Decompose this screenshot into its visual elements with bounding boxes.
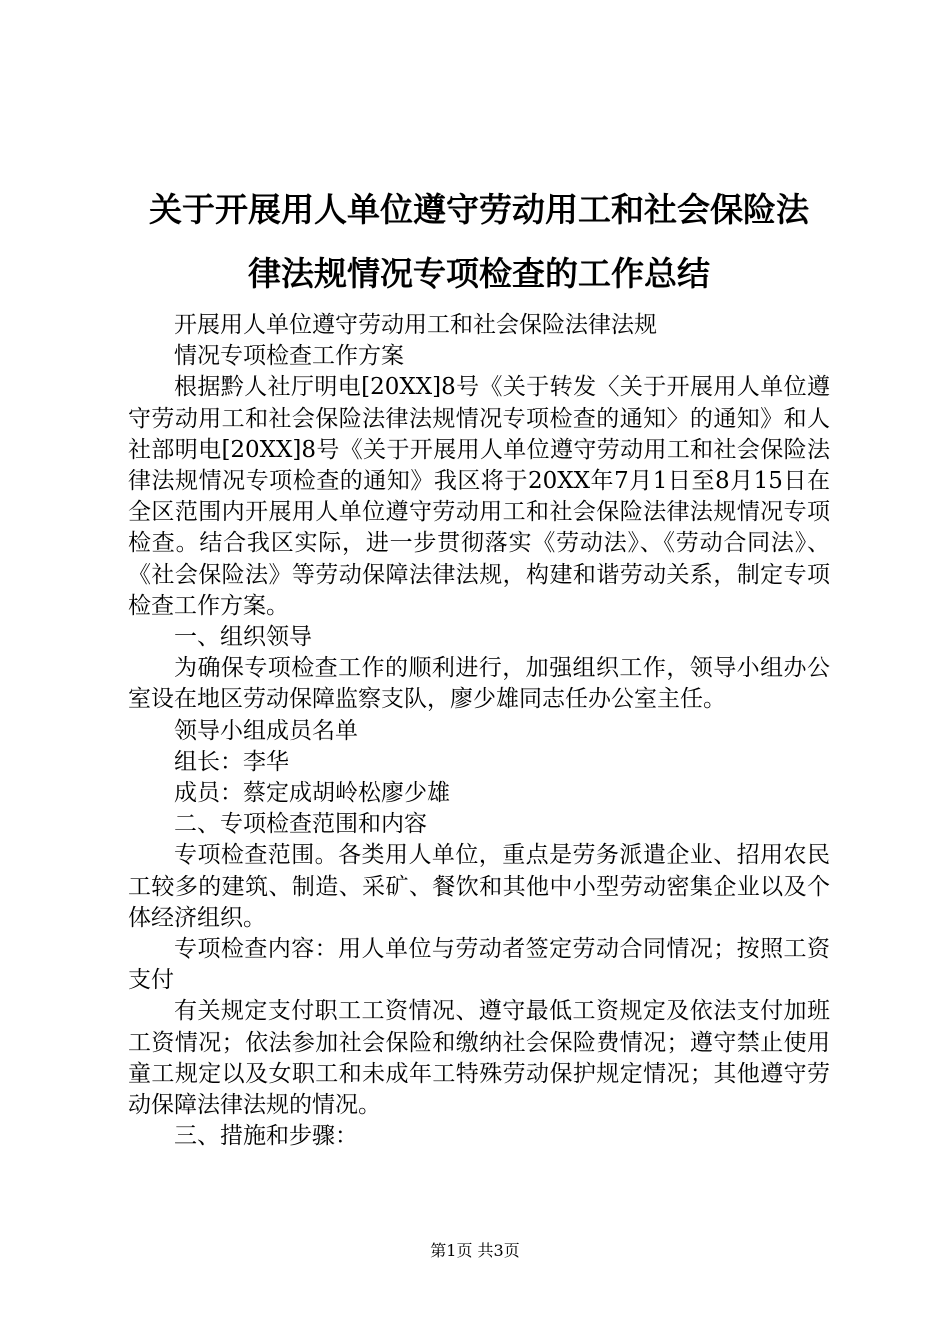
document-body (128, 310, 830, 1152)
section-heading-organization: 一、组织领导 (174, 624, 312, 651)
paragraph-scope: 专项检查范围。各类用人单位，重点是劳务派遣企业、招用农民工较多的建筑、制造、采矿、餐饮和其他中小型劳动密集企业以及个体经济组织。 (128, 842, 830, 931)
title-line-1: 关于开展用人单位遵守劳动用工和社会保险法 (149, 190, 809, 229)
paragraph-content-continued: 有关规定支付职工工资情况、遵守最低工资规定及依法支付加班工资情况；依法参加社会保险和缴纳社会保险费情况；遵守禁止使用童工规定以及女职工和未成年工特殊劳动保护规定情况；其他遵守劳动保障法律法规的情况。 (128, 998, 830, 1119)
paragraph-basis: 根据黔人社厅明电[20XX]8号《关于转发〈关于开展用人单位遵守劳动用工和社会保险法律法规情况专项检查的通知〉的通知》和人社部明电[20XX]8号《关于开展用人单位遵守劳动用工和社会保险法律法规情况专项检查的通知》我区将于20XX年7月1日至8月15日在全区范围内开展用人单位遵守劳动用工和社会保险法律法规情况专项检查。结合我区实际，进一步贯彻落实《劳动法》、《劳动合同法》、《社会保险法》等劳动保障法律法规，构建和谐劳动关系，制定专项检查工作方案。 (128, 374, 830, 619)
document-title (128, 178, 830, 306)
section-heading-measures: 三、措施和步骤： (174, 1123, 358, 1150)
document-page (128, 178, 830, 1152)
paragraph-member-list-heading: 领导小组成员名单 (174, 717, 358, 744)
paragraph-content: 专项检查内容：用人单位与劳动者签定劳动合同情况；按照工资支付 (128, 936, 830, 994)
paragraph-organization: 为确保专项检查工作的顺利进行，加强组织工作，领导小组办公室设在地区劳动保障监察支队，廖少雄同志任办公室主任。 (128, 655, 830, 713)
paragraph-leader: 组长：李华 (174, 748, 289, 775)
subtitle-line-1: 开展用人单位遵守劳动用工和社会保险法律法规 (174, 312, 657, 338)
paragraph-members: 成员：蔡定成胡岭松廖少雄 (174, 780, 450, 807)
section-heading-scope: 二、专项检查范围和内容 (174, 811, 427, 838)
title-line-2: 律法规情况专项检查的工作总结 (248, 254, 710, 293)
page-footer: 第1页 共3页 (430, 1241, 520, 1260)
subtitle-line-2: 情况专项检查工作方案 (174, 343, 404, 370)
